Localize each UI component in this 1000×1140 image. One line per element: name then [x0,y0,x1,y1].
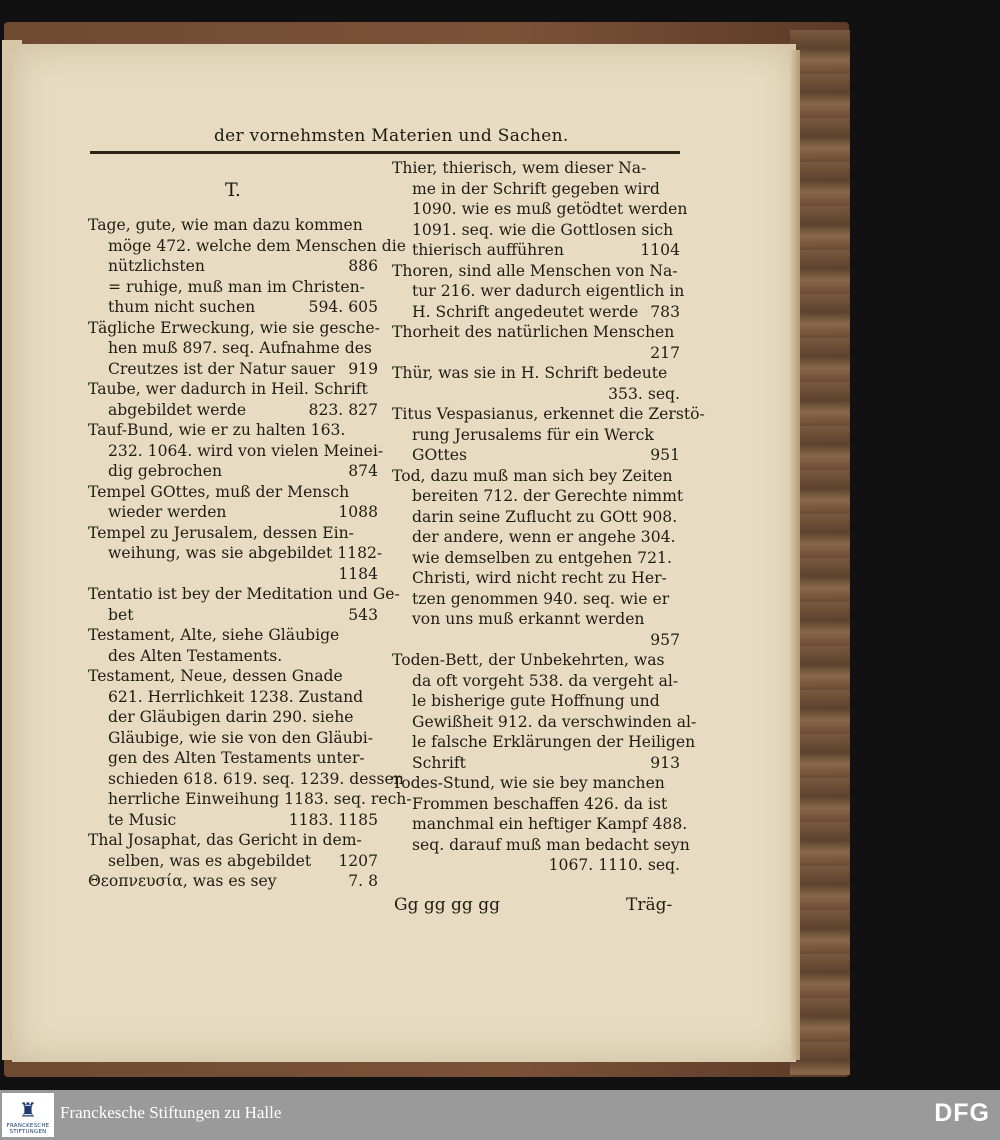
index-entry [88,584,400,625]
entry-line: le falsche Erklärungen der Heiligen [412,733,696,751]
signature-mark: Gg gg gg gg [394,895,500,915]
entry-line [88,461,378,482]
entry-text: thum nicht suchen [108,298,256,316]
entry-line [88,810,378,831]
viewer-footer-bar [0,1090,1000,1140]
entry-line: Tempel GOttes, muß der Mensch [88,482,350,501]
page-reference: 913 [650,753,680,772]
page-reference: 1183. 1185 [288,810,378,829]
index-entry [88,379,378,420]
left-entries [88,215,412,892]
entry-line: da oft vorgeht 538. da vergeht al- [412,671,679,690]
entry-line: Toden-Bett, der Unbekehrten, was [392,651,665,669]
index-entry [392,466,684,651]
entry-line [392,302,680,323]
entry-line: hen muß 897. seq. Aufnahme des [108,339,372,357]
running-head: der vornehmsten Materien und Sachen. [214,126,569,146]
entry-line: der Gläubigen darin 290. siehe [108,708,354,726]
section-letter: T. [225,179,241,201]
page-reference: 353. seq. [608,384,680,403]
entry-line: Thier, thierisch, wem dieser Na- [392,159,647,177]
entry-line: Taube, wer dadurch in Heil. Schrift [88,380,368,398]
index-entry [88,482,378,523]
entry-line [88,400,378,421]
page-reference: 783 [650,302,680,321]
entry-line [392,240,680,261]
index-column-right [392,158,705,876]
entry-line: Thal Josaphat, das Gericht in dem- [88,831,362,849]
entry-line: gen des Alten Testaments unter- [108,749,365,767]
page-reference: 1104 [640,241,680,259]
entry-text: dig gebrochen [108,462,222,480]
page-reference: 874 [348,462,378,480]
institution-logo[interactable] [2,1093,54,1137]
entry-line [88,502,378,523]
page-reference: 919 [348,359,378,378]
entry-text: wieder werden [108,503,227,521]
catchword: Träg- [626,895,673,915]
entry-text: Θεοπνευσία, was es sey [88,872,277,890]
entry-line [88,851,378,872]
entry-line: Tentatio ist bey der Meditation und Ge- [88,585,400,603]
entry-line: Tage, gute, wie man dazu kommen [88,216,363,234]
entry-line: herrliche Einweihung 1183. seq. rech- [108,790,412,808]
page-reference: 1088 [338,503,378,521]
entry-line: me in der Schrift gegeben wird [412,179,660,198]
page-reference: 1184 [338,564,378,583]
index-entry [88,523,383,585]
index-entry [392,158,688,261]
entry-line [392,445,680,466]
entry-line: Gewißheit 912. da verschwinden al- [412,712,697,731]
entry-line: Tod, dazu muß man sich bey Zeiten [392,466,673,485]
entry-line: seq. darauf muß man bedacht seyn [412,835,690,854]
entry-text: bet [108,605,134,624]
page-reference: 7. 8 [348,872,378,890]
dfg-logo[interactable]: DFG [934,1099,990,1127]
entry-line: Testament, Neue, dessen Gnade [88,667,343,685]
entry-line: Titus Vespasianus, erkennet die Zerstö- [392,405,705,423]
entry-line: der andere, wenn er angehe 304. [412,528,676,546]
index-entry [392,773,690,876]
entry-line [88,871,378,892]
entry-text: selben, was es abgebildet [108,851,312,870]
entry-line: von uns muß erkannt werden [412,610,645,628]
entry-line: = ruhige, muß man im Christen- [108,277,365,296]
index-entry [392,363,680,404]
entry-line: Tempel zu Jerusalem, dessen Ein- [88,523,354,542]
entry-line: Tägliche Erweckung, wie sie gesche- [88,318,380,337]
entry-text: te Music [108,810,177,829]
entry-text: nützlichsten [108,257,205,275]
entry-line: Thür, was sie in H. Schrift bedeute [392,364,668,382]
entry-text: thierisch aufführen [412,241,564,259]
entry-line: Frommen beschaffen 426. da ist [412,794,668,813]
page-reference: 886 [348,257,378,275]
entry-line: Testament, Alte, siehe Gläubige [88,626,340,644]
entry-line: bereiten 712. der Gerechte nimmt [412,487,684,505]
index-entry [392,322,680,363]
entry-line: 621. Herrlichkeit 1238. Zustand [108,687,364,706]
index-entry [88,318,378,380]
entry-text: GOttes [412,446,468,464]
entry-line: 1091. seq. wie die Gottlosen sich [412,220,674,239]
entry-line: wie demselben zu entgehen 721. [412,548,672,567]
index-entry [88,871,378,892]
entry-line [88,297,378,318]
entry-line [88,256,378,277]
entry-text: Schrift [412,753,466,772]
entry-line: schieden 618. 619. seq. 1239. dessen [108,769,404,788]
logo-text: FRANCKESCHE STIFTUNGEN [6,1123,50,1135]
index-entry [392,650,697,773]
page-reference: 217 [650,343,680,362]
page-reference: 543 [348,605,378,624]
entry-line: darin seine Zuflucht zu GOtt 908. [412,507,678,526]
entry-text: abgebildet werde [108,400,247,419]
index-entry [88,666,412,830]
index-entry [88,420,384,482]
entry-text: Creutzes ist der Natur sauer [108,359,335,378]
entry-line [88,605,378,626]
index-entry [88,277,378,318]
index-entry [88,215,406,277]
entry-line: manchmal ein heftiger Kampf 488. [412,815,688,833]
entry-line [392,753,680,774]
right-entries [392,158,705,876]
index-entry [88,830,378,871]
entry-line: tur 216. wer dadurch eigentlich in [412,282,685,300]
index-column-left [88,177,412,892]
entry-line [88,359,378,380]
index-entry [392,404,705,466]
page-reference: 1067. 1110. seq. [548,856,680,874]
eagle-emblem-icon: ♜ [19,1098,37,1122]
page-reference: 823. 827 [308,400,378,419]
entry-line: weihung, was sie abgebildet 1182- [108,544,383,562]
entry-line: Tauf-Bund, wie er zu halten 163. [88,421,346,439]
page-reference: 594. 605 [308,298,378,316]
entry-line: 232. 1064. wird von vielen Meinei- [108,441,384,460]
entry-line: Christi, wird nicht recht zu Her- [412,569,667,587]
entry-line: tzen genommen 940. seq. wie er [412,589,670,608]
entry-line: Gläubige, wie sie von den Gläubi- [108,728,374,747]
entry-line: des Alten Testaments. [108,646,283,665]
index-entry [88,625,378,666]
entry-line: le bisherige gute Hoffnung und [412,692,660,710]
page-reference: 1207 [338,851,378,870]
page-fore-edge [790,50,800,1060]
index-entry [392,261,685,323]
entry-text: H. Schrift angedeutet werde [412,302,639,321]
entry-line: 1090. wie es muß getödtet werden [412,200,688,218]
entry-line: Thoren, sind alle Menschen von Na- [392,261,678,280]
entry-line: Todes-Stund, wie sie bey manchen [392,774,665,792]
header-rule [90,151,680,154]
entry-line: rung Jerusalems für ein Werck [412,425,654,444]
institution-name: Franckesche Stiftungen zu Halle [60,1103,282,1122]
page-reference: 957 [650,630,680,649]
entry-line: Thorheit des natürlichen Menschen [392,323,675,341]
entry-line: möge 472. welche dem Menschen die [108,236,406,255]
page-reference: 951 [650,446,680,464]
